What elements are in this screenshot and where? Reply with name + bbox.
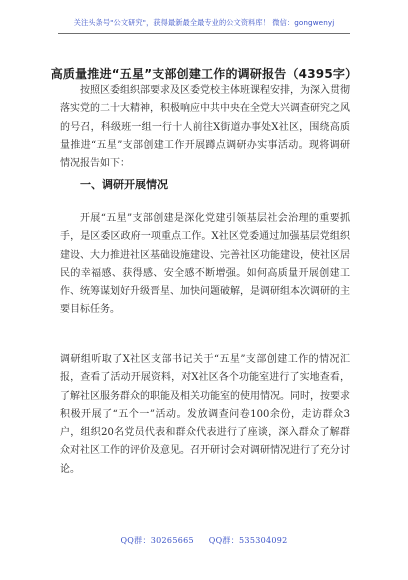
document-title: 高质量推进“五星”支部创建工作的调研报告（4395字） — [50, 67, 358, 81]
header-banner: 关注头条号"公文研究"，获得最新最全最专业的公文资料库！ 微信：gongwenyj — [73, 18, 335, 27]
body-paragraph: 调研组听取了X社区支部书记关于“五星”支部创建工作的情况汇报，查看了活动开展资料，对X社区各个功能室进行了实地查看，了解社区服务群众的职能及相关功能室的使用情况。同时，按要求积极开展了“五个一”活动。发放调查问卷100余份，走访群众3户，组织20名党员代表和群众代表进行了座谈，深入群众了解群众对社区工作的评价及意见。召开研讨会对调研情况进行了充分讨论。 — [60, 354, 350, 475]
footer-contacts — [0, 535, 408, 546]
footer-qq-group-1: QQ群：30265665 — [120, 536, 194, 545]
body-paragraph: 开展“五星”支部创建是深化党建引领基层社会治理的重要抓手，是区委区政府一项重点工作。X社区党委通过加强基层党组织建设、大力推进社区基础设施建设、完善社区功能建设，使社区居民的幸福感、获得感、安全感不断增强。如何高质量开展创建工作、统筹谋划好升级晋星、加快问题破解，是调研组本次调研的主要目标任务。 — [60, 213, 350, 316]
intro-paragraph: 按照区委组织部要求及区委党校主体班课程安排，为深入贯彻落实党的二十大精神，积极响应中共中央在全党大兴调查研究之风的号召，科级班一组一行十人前往X街道办事处X社区，围绕高质量推进“五星”支部创建工作开展蹲点调研办实事活动。现将调研情况报告如下： — [60, 85, 350, 170]
header-divider — [58, 33, 350, 34]
footer-qq-group-2: QQ群：535304092 — [208, 536, 288, 545]
section-heading: 一、调研开展情况 — [80, 178, 168, 191]
